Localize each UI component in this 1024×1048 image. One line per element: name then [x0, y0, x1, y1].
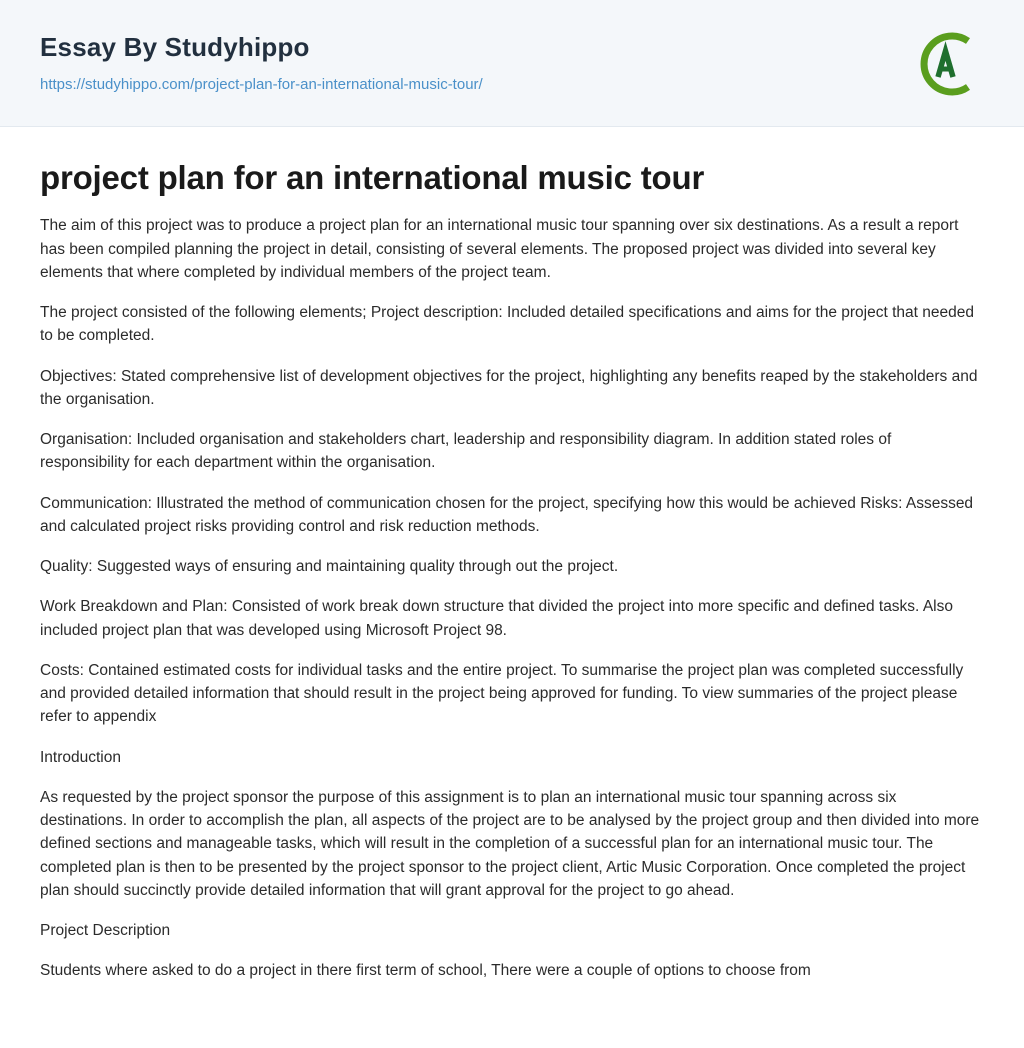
paragraph: Organisation: Included organisation and stakeholders chart, leadership and responsibility diagram. In addition stated roles of responsibility for each department within the organisation. — [40, 431, 892, 472]
site-header — [0, 0, 1024, 127]
paragraph: As requested by the project sponsor the purpose of this assignment is to plan an international music tour spanning across six destinations. In order to accomplish the plan, all aspects of the project are to be analysed by the project group and then divided into more defined sections and manageable tasks, which will result in the completion of a successful plan for an international music tour. The completed plan is then to be presented by the project sponsor to the project client, Artic Music Corporation. Once completed the project plan should succinctly provide detailed information that will grant approval for the project to go ahead. — [40, 788, 980, 899]
paragraph: Students where asked to do a project in there first term of school, There were a couple of options to choose from — [40, 962, 811, 980]
paragraph: Communication: Illustrated the method of communication chosen for the project, specifying how this would be achieved Risks: Assessed and calculated project risks providing control and risk reduction methods. — [40, 494, 974, 535]
paragraph: Quality: Suggested ways of ensuring and maintaining quality through out the project. — [40, 558, 619, 575]
circle-a-logo-icon — [908, 27, 982, 101]
paragraph: Work Breakdown and Plan: Consisted of work break down structure that divided the project into more specific and defined tasks. Also included project plan that was developed using Microsoft Project 98. — [40, 598, 953, 639]
paragraph: The aim of this project was to produce a project plan for an international music tour spanning over six destinations. As a result a report has been compiled planning the project in detail, consisting of several elements. The proposed project was divided into several key elements that where completed by individual members of the project team. — [40, 217, 959, 281]
article-content — [0, 127, 1024, 1003]
paragraph: Costs: Contained estimated costs for individual tasks and the entire project. To summarise the project plan was completed successfully and provided detailed information that should result in the project being approved for funding. To view summaries of the project please refer to appendix — [40, 661, 964, 726]
source-url-link[interactable]: https://studyhippo.com/project-plan-for-an-international-music-tour/ — [40, 75, 483, 93]
page-title: project plan for an international music tour — [40, 159, 705, 196]
section-heading-project-description: Project Description — [40, 922, 171, 939]
brand-title: Essay By Studyhippo — [40, 32, 310, 63]
paragraph: The project consisted of the following elements; Project description: Included detailed specifications and aims for the project that needed to be completed. — [40, 304, 974, 345]
paragraph: Objectives: Stated comprehensive list of development objectives for the project, highlighting any benefits reaped by the stakeholders and the organisation. — [40, 367, 978, 408]
section-heading-introduction: Introduction — [40, 748, 121, 766]
